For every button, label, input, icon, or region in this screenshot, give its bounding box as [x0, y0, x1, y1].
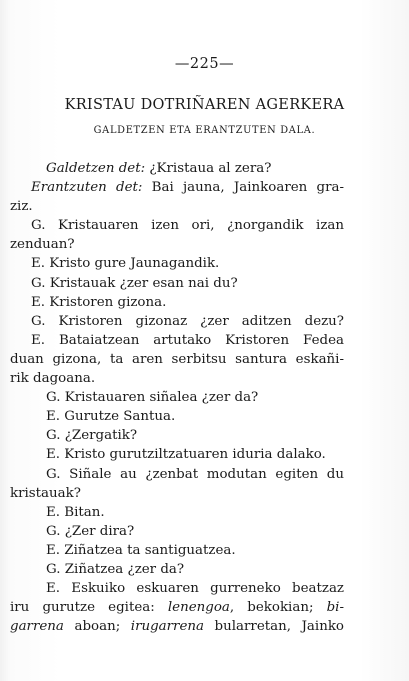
text-line: E. Eskuiko eskuaren gurreneko beatzaz: [46, 581, 344, 597]
text-line: ziz.: [10, 199, 33, 215]
text-line: E. Kristo gure Jaunagandik.: [31, 256, 220, 272]
text-run: iru gurutze egitea:: [10, 600, 168, 616]
text-run: aboan;: [63, 619, 131, 635]
page-number: —225—: [174, 56, 235, 72]
text-line: G. Kristauak ¿zer esan nai du?: [31, 275, 238, 291]
text-line: rik dagoana.: [10, 371, 96, 387]
text-line: [10, 159, 344, 178]
line-text: Bai jauna, Jainkoaren gra-: [142, 180, 345, 196]
text-run: , bekokian;: [229, 600, 327, 616]
speaker-label: Galdetzen det:: [46, 161, 146, 176]
text-line: [10, 178, 344, 197]
text-line: E. Kristoren gizona.: [31, 294, 167, 310]
chapter-subtitle: GALDETZEN ETA ERANTZUTEN DALA.: [93, 125, 316, 136]
text-line: E. Bitan.: [46, 504, 105, 520]
text-line: [10, 598, 344, 617]
text-line: [10, 617, 344, 636]
italic-run: bi-: [326, 600, 344, 616]
text-line: E. Kristo gurutziltzatuaren iduria dalako.: [46, 447, 326, 463]
text-line: G. ¿Zer dira?: [46, 523, 135, 539]
text-line: E. Gurutze Santua.: [46, 409, 176, 425]
line-text: ¿Kristaua al zera?: [145, 161, 272, 176]
text-line: E. Bataiatzean artutako Kristoren Fedea: [31, 332, 344, 348]
text-line: G. Kristoren gizonaz ¿zer aditzen dezu?: [31, 313, 344, 329]
text-line: G. Kristauaren izen ori, ¿norgandik izan: [31, 218, 344, 234]
text-line: G. Kristauaren siñalea ¿zer da?: [46, 390, 259, 406]
catechism-text: [10, 159, 344, 636]
text-line: G. Siñale au ¿zenbat modutan egiten du: [46, 466, 344, 482]
text-line: duan gizona, ta aren serbitsu santura eskañi-: [10, 351, 344, 367]
text-line: E. Ziñatzea ta santiguatzea.: [46, 542, 236, 558]
text-line: kristauak?: [10, 485, 81, 501]
text-line: G. Ziñatzea ¿zer da?: [46, 561, 185, 577]
text-line: G. ¿Zergatik?: [46, 428, 138, 444]
italic-run: lenengoa: [167, 600, 230, 616]
italic-run: irugarrena: [130, 619, 204, 635]
text-line: zenduan?: [10, 237, 75, 253]
chapter-title: KRISTAU DOTRIÑAREN AGERKERA: [64, 97, 345, 113]
italic-run: garrena: [10, 619, 64, 635]
text-run: bularretan, Jainko: [203, 619, 344, 635]
speaker-label: Erantzuten det:: [31, 180, 143, 196]
